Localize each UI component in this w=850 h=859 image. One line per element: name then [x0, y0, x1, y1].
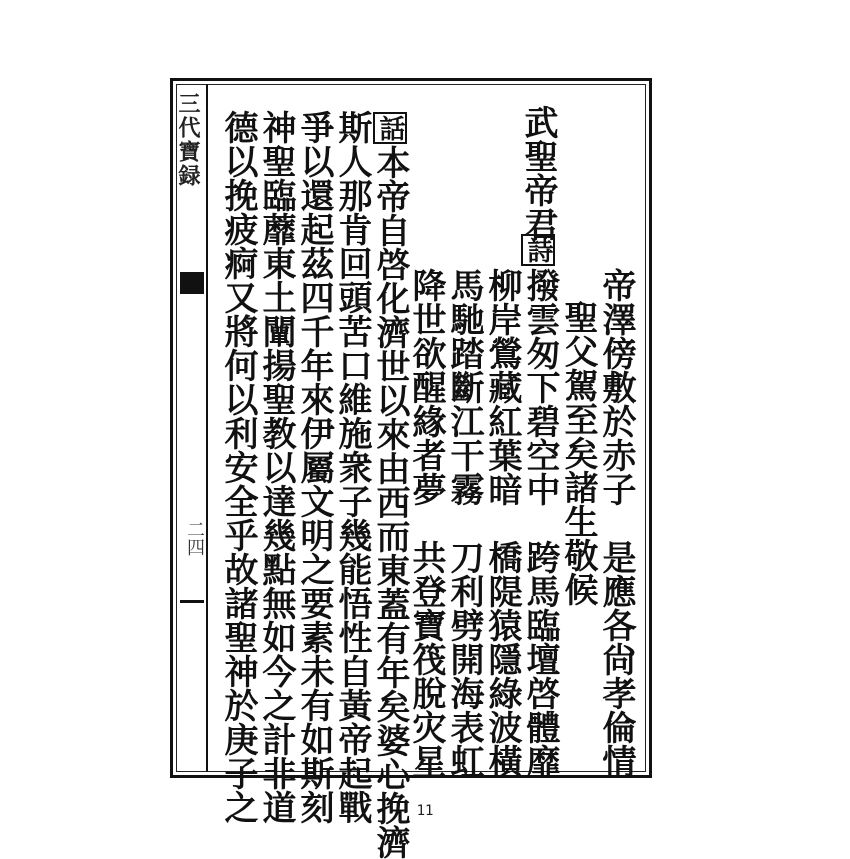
text-column-11: 德以挽疲痾又將何以利安全乎故諸聖神於庚子之 [218, 110, 258, 824]
text-column-1: 帝澤傍敷於赤子 是應各尙孝倫情 [596, 268, 636, 778]
page-number: 11 [416, 803, 434, 819]
spine-title: 三代寶録 [175, 92, 201, 188]
text-column-8: 斯人那肯回頭苦口維施衆子幾能悟性自黃帝起戰 [332, 110, 372, 824]
text-column-9: 爭以還起茲四千年來伊屬文明之要素未有如斯刻 [294, 110, 334, 824]
spine-fishtail-mark [180, 272, 204, 294]
heading-poem-mark: 詩 [521, 234, 555, 266]
text-column-2: 聖父駕至矣諸生敬候 [558, 300, 598, 606]
prose-talk-mark: 話 [373, 112, 407, 144]
deity-name: 武聖帝君 [518, 105, 558, 241]
text-column-7-mark [372, 110, 408, 146]
text-column-7: 本帝自啓化濟世以來由西而東蓋有年矣婆心挽濟 [370, 145, 410, 859]
heading-poem-mark-wrap [520, 232, 556, 268]
text-column-5: 馬馳踏斷江干霧 刀利劈開海表虹 [444, 268, 484, 778]
spine-page-marker: 二四 [184, 520, 205, 556]
spine-bar-mark [180, 600, 204, 603]
text-column-4: 柳岸鶯藏紅葉暗 橋隄猿隱綠波橫 [482, 268, 522, 778]
text-column-3: 撥雲匆下碧空中 跨馬臨壇啓體靡 [520, 268, 560, 778]
text-column-10: 神聖臨蘼東土闡揚聖教以達幾點無如今之計非道 [256, 110, 296, 824]
text-column-6: 降世欲醒緣者夢 共登寶筏脫灾星 [406, 268, 446, 778]
